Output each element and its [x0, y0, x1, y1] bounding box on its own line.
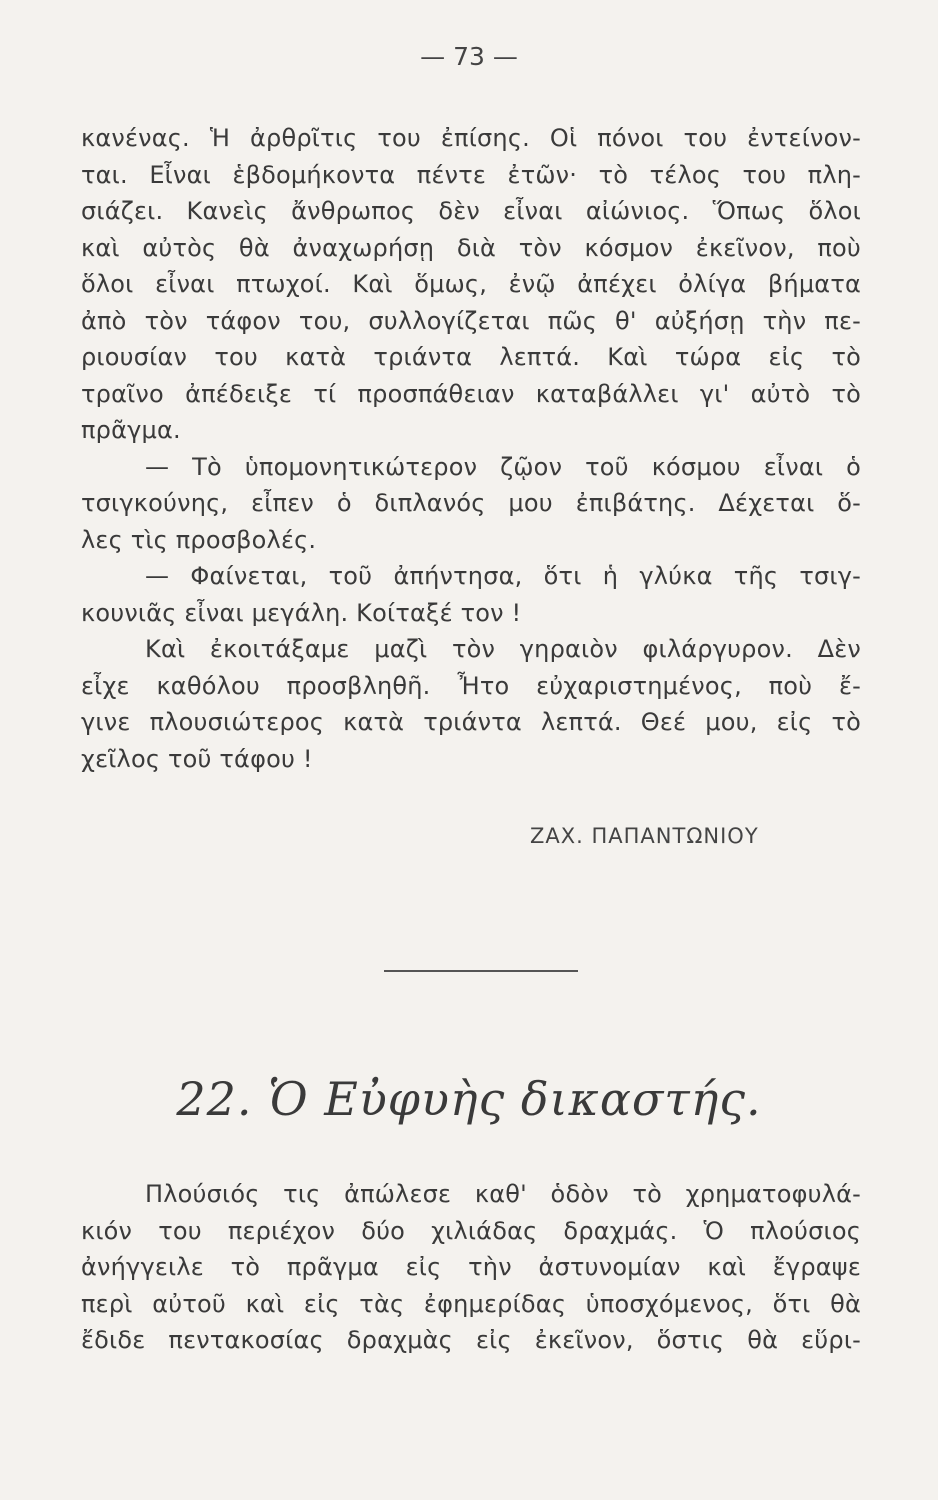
text-line: εἶχε καθόλου προσβληθῆ. Ἦτο εὐχαριστημένος, ποὺ ἔ-: [81, 671, 861, 700]
story-text-block: [81, 1176, 861, 1359]
text-line: — Φαίνεται, τοῦ ἀπήντησα, ὅτι ἡ γλύκα τῆς τσιγ-: [145, 562, 861, 590]
text-line: λες τὶς προσβολές.: [81, 525, 317, 554]
text-line: ται. Εἶναι ἑβδομήκοντα πέντε ἐτῶν· τὸ τέλος του πλη-: [81, 160, 861, 189]
text-line: ὅλοι εἶναι πτωχοί. Καὶ ὅμως, ἐνῷ ἀπέχει ὀλίγα βήματα: [81, 270, 861, 298]
text-line: Πλούσιός τις ἀπώλεσε καθ' ὁδὸν τὸ χρηματοφυλά-: [145, 1180, 861, 1208]
text-line: χεῖλος τοῦ τάφου !: [81, 744, 313, 773]
text-line: σιάζει. Κανεὶς ἄνθρωπος δὲν εἶναι αἰώνιος. Ὅπως ὅλοι: [81, 197, 861, 225]
text-line: ἀνήγγειλε τὸ πρᾶγμα εἰς τὴν ἀστυνομίαν καὶ ἔγραψε: [81, 1253, 861, 1281]
text-line: τσιγκούνης, εἶπεν ὁ διπλανός μου ἐπιβάτης. Δέχεται ὅ-: [81, 489, 861, 517]
text-line: κουνιᾶς εἶναι μεγάλη. Κοίταξέ τον !: [81, 598, 522, 627]
text-line: περὶ αὐτοῦ καὶ εἰς τὰς ἐφημερίδας ὑποσχόμενος, ὅτι θὰ: [81, 1289, 861, 1318]
text-line: Καὶ ἐκοιτάξαμε μαζὶ τὸν γηραιὸν φιλάργυρον. Δὲν: [145, 635, 861, 663]
text-line: — Τὸ ὑπομονητικώτερον ζῷον τοῦ κόσμου εἶναι ὁ: [145, 452, 861, 481]
text-line: κιόν του περιέχον δύο χιλιάδας δραχμάς. Ὁ πλούσιος: [81, 1216, 861, 1245]
text-line: ριουσίαν του κατὰ τριάντα λεπτά. Καὶ τώρα εἰς τὸ: [81, 343, 861, 371]
text-line: πρᾶγμα.: [81, 416, 181, 444]
text-line: τραῖνο ἀπέδειξε τί προσπάθειαν καταβάλλει γι' αὐτὸ τὸ: [81, 379, 861, 408]
author-signature: ΖΑΧ. ΠΑΠΑΝΤΩΝΙΟΥ: [530, 824, 759, 848]
story-title: 22. Ὁ Εὐφυὴς δικαστής.: [176, 1072, 762, 1126]
text-line: καὶ αὐτὸς θὰ ἀναχωρήσῃ διὰ τὸν κόσμον ἐκεῖνον, ποὺ: [81, 233, 861, 262]
text-line: γινε πλουσιώτερος κατὰ τριάντα λεπτά. Θεέ μου, εἰς τὸ: [81, 708, 861, 736]
section-divider: [384, 970, 578, 972]
text-line: ἔδιδε πεντακοσίας δραχμὰς εἰς ἐκεῖνον, ὅστις θὰ εὕρι-: [81, 1326, 861, 1354]
text-line: κανένας. Ἡ ἀρθρῖτις του ἐπίσης. Οἱ πόνοι του ἐντείνον-: [81, 124, 861, 152]
text-line: ἀπὸ τὸν τάφον του, συλλογίζεται πῶς θ' αὐξήσῃ τὴν πε-: [81, 306, 861, 335]
page-number: — 73 —: [420, 42, 518, 71]
top-text-block: [81, 120, 861, 777]
